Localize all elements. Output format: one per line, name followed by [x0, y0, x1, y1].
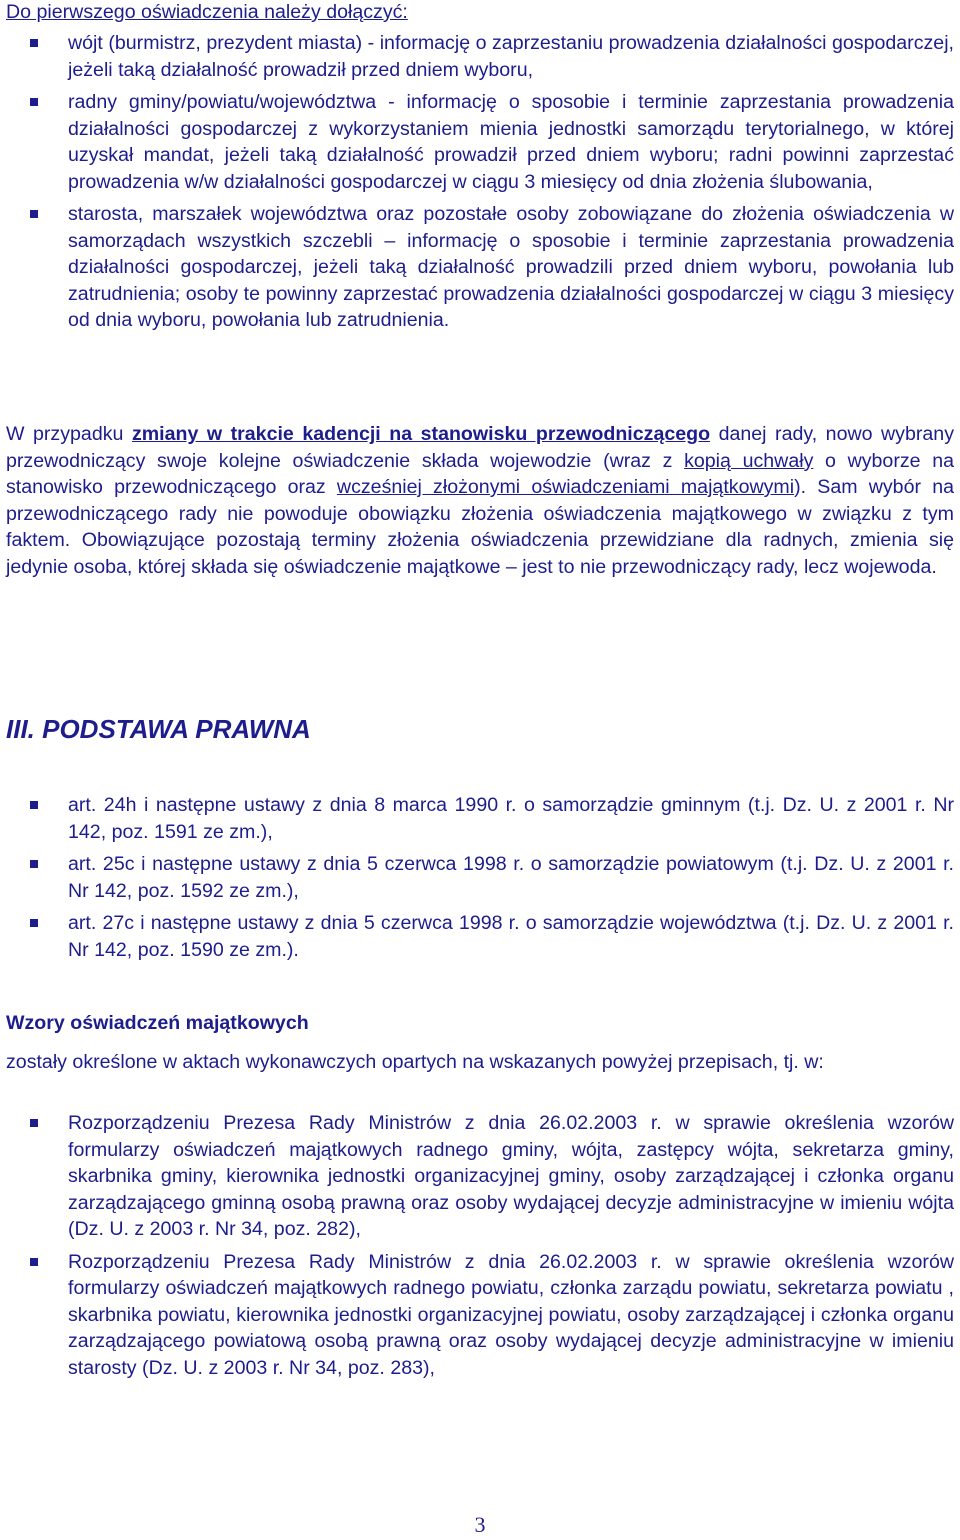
paragraph-text: W przypadku: [6, 423, 132, 445]
list-item: [6, 1110, 954, 1243]
list-item-text: starosta, marszałek województwa oraz pozostałe osoby zobowiązane do złożenia oświadczenia w samorządach wszystkich szczebli – informację o sposobie i terminie zaprzestania prowadzenia działalności gospodarczej, jeżeli taką działalność prowadzili przed dniem wyboru, powołania lub zatrudnienia; osoby te powinny zaprzestać prowadzenia działalności gospodarczej w ciągu 3 miesięcy od dnia wyboru, powołania lub zatrudnienia.: [68, 203, 954, 331]
square-bullet-icon: [30, 919, 38, 927]
square-bullet-icon: [30, 1119, 38, 1127]
list-item-text: Rozporządzeniu Prezesa Rady Ministrów z dnia 26.02.2003 r. w sprawie określenia wzorów formularzy oświadczeń majątkowych radnego gminy, wójta, zastępcy wójta, sekretarza gminy, skarbnika gminy, kierownika jednostki organizacyjnej gminy, osoby zarządzającej i członka organu zarządzającego gminną osobą prawną oraz osoby wydającej decyzje administracyjne w imieniu wójta (Dz. U. z 2003 r. Nr 34, poz. 282),: [68, 1112, 954, 1240]
underlined-text: kopią uchwały: [684, 449, 814, 472]
square-bullet-icon: [30, 210, 38, 218]
templates-paragraph: zostały określone w aktach wykonawczych opartych na wskazanych powyżej przepisach, tj. w:: [6, 1051, 824, 1073]
square-bullet-icon: [30, 98, 38, 106]
list-item-text: wójt (burmistrz, prezydent miasta) - informację o zaprzestaniu prowadzenia działalności gospodarczej, jeżeli taką działalność prowadził przed dniem wyboru,: [68, 32, 954, 81]
list-item-text: radny gminy/powiatu/województwa - informację o sposobie i terminie zaprzestania prowadzenia działalności gospodarczej z wykorzystaniem mienia jednostki samorządu terytorialnego, w której uzyskał mandat, jeżeli taką działalność prowadził przed dniem wyboru; radni powinni zaprzestać prowadzenia w/w działalności gospodarczej w ciągu 3 miesięcy od dnia złożenia ślubowania,: [68, 91, 954, 193]
square-bullet-icon: [30, 1258, 38, 1266]
regulations-list: [6, 1110, 954, 1387]
square-bullet-icon: [30, 801, 38, 809]
list-item-text: Rozporządzeniu Prezesa Rady Ministrów z dnia 26.02.2003 r. w sprawie określenia wzorów formularzy oświadczeń majątkowych radnego powiatu, członka zarządu powiatu, sekretarza powiatu , skarbnika powiatu, kierownika jednostki organizacyjnej powiatu, osoby zarządzającej i członka organu zarządzającego powiatową osobą prawną oraz osoby wydającej decyzje administracyjne w imieniu starosty (Dz. U. z 2003 r. Nr 34, poz. 283),: [68, 1250, 954, 1379]
paragraph-text: danej rady, nowo wybrany przewodniczący swoje kolejne oświadczenie składa wojewodzie (wraz z: [6, 423, 954, 472]
square-bullet-icon: [30, 39, 38, 47]
list-item: [6, 792, 954, 845]
list-item-text: art. 25c i następne ustawy z dnia 5 czerwca 1998 r. o samorządzie powiatowym (t.j. Dz. U. z 2001 r. Nr 142, poz. 1592 ze zm.),: [68, 853, 954, 902]
list-item: [6, 89, 954, 195]
list-item-text: art. 24h i następne ustawy z dnia 8 marca 1990 r. o samorządzie gminnym (t.j. Dz. U. z 2001 r. Nr 142, poz. 1591 ze zm.),: [68, 794, 954, 843]
list-item: [6, 30, 954, 83]
list-item: [6, 910, 954, 963]
list-item: [6, 201, 954, 334]
square-bullet-icon: [30, 860, 38, 868]
legal-basis-list: [6, 792, 954, 969]
list-item: [6, 851, 954, 904]
attachments-list: [6, 30, 954, 340]
emphasis-text: zmiany w trakcie kadencji na stanowisku przewodniczącego: [131, 423, 711, 445]
underlined-text: wcześniej złożonymi oświadczeniami majątkowymi: [336, 476, 795, 498]
list-item-text: art. 27c i następne ustawy z dnia 5 czerwca 1998 r. o samorządzie województwa (t.j. Dz. U. z 2001 r. Nr 142, poz. 1590 ze zm.).: [68, 912, 954, 961]
intro-label-text: Do pierwszego oświadczenia należy dołączyć:: [6, 1, 408, 23]
paragraph-text: o wyborze na stanowisko przewodniczącego oraz: [6, 449, 954, 498]
section-heading-templates: Wzory oświadczeń majątkowych: [6, 1012, 309, 1034]
intro-label: [6, 0, 408, 26]
paragraph-text: ). Sam wybór na przewodniczącego rady nie powoduje obowiązku złożenia oświadczenia majątkowego w związku z tym faktem. Obowiązujące pozostają terminy złożenia oświadczenia przewidziane dla radnych, zmienia się jedynie osoba, której składa się oświadczenie majątkowe – jest to nie przewodniczący rady, lecz wojewoda.: [6, 476, 954, 578]
chairman-change-paragraph: [6, 421, 954, 580]
list-item: [6, 1249, 954, 1382]
page-number: 3: [474, 1512, 486, 1537]
section-heading-legal-basis: III. PODSTAWA PRAWNA: [6, 714, 311, 744]
